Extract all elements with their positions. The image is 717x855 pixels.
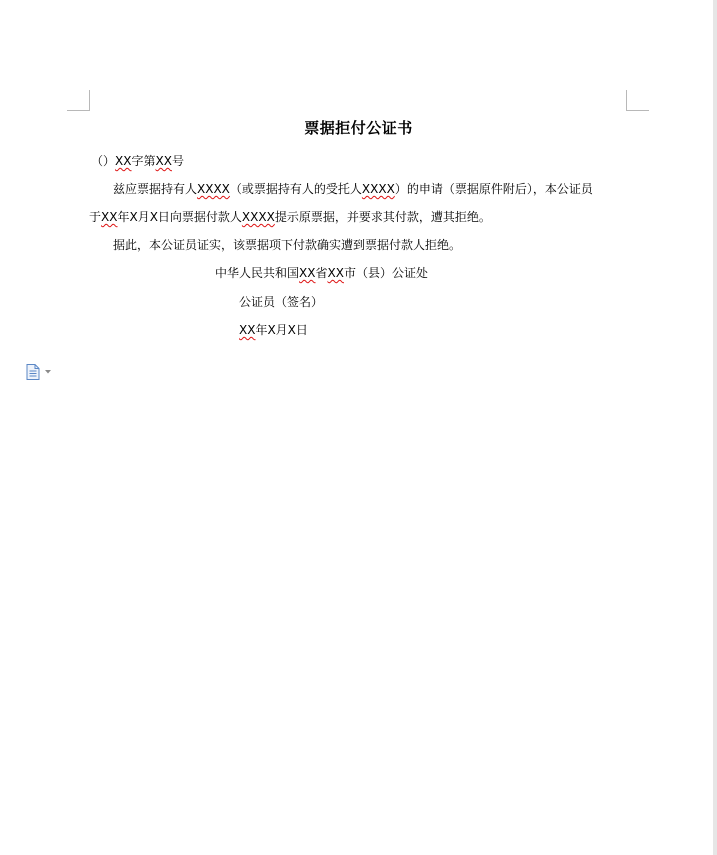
signature-office: 中华人民共和国XX省XX市（县）公证处 (215, 266, 428, 280)
margin-corner-top-right (626, 90, 649, 111)
paragraph-1-line-2: 于XX年X月X日向票据付款人XXXX提示原票据，并要求其付款，遭其拒绝。 (89, 210, 491, 224)
reference-number-line: （）XX字第XX号 (91, 154, 184, 168)
scrollbar-gutter[interactable] (713, 0, 717, 855)
document-title: 票据拒付公证书 (304, 119, 413, 137)
signature-date: XX年X月X日 (239, 323, 308, 337)
paragraph-1-line-1: 兹应票据持有人XXXX（或票据持有人的受托人XXXX）的申请（票据原件附后），本公证员 (113, 182, 593, 196)
signature-notary: 公证员（签名） (239, 295, 324, 309)
chevron-down-icon (45, 370, 51, 374)
paragraph-2: 据此，本公证员证实，该票据项下付款确实遭到票据付款人拒绝。 (113, 238, 462, 252)
margin-corner-top-left (67, 90, 90, 111)
paste-options-button[interactable] (26, 364, 56, 380)
document-icon (26, 364, 40, 380)
